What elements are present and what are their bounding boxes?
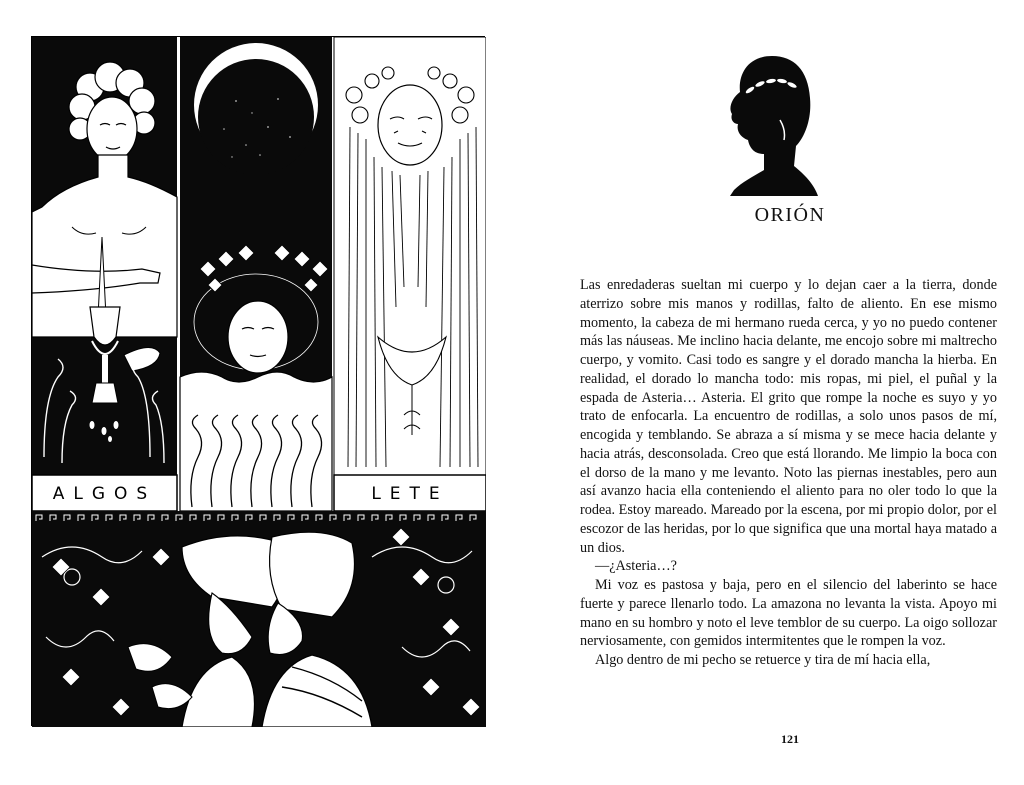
- body-text: [580, 276, 997, 670]
- illustration-artwork: [32, 37, 486, 727]
- lete-caption: LETE: [371, 484, 449, 504]
- paragraph: Algo dentro de mi pecho se retuerce y tira de mí hacia ella,: [595, 652, 931, 668]
- meander-border: [32, 511, 486, 525]
- embrace-panel: [32, 525, 486, 727]
- algos-panel: [32, 37, 177, 511]
- illustration-plate: [31, 36, 485, 726]
- orion-silhouette-icon: [720, 50, 824, 200]
- lete-panel: [334, 37, 486, 511]
- paragraph: Las enredaderas sueltan mi cuerpo y lo dejan caer a la tierra, donde aterrizo sobre mis manos y rodillas, falto de aliento. En ese mismo momento, la cabeza de mi hermano rueda cerca, y yo no puedo contener más las náuseas. Me inclino hacia delante, me encojo sobre mi maltrecho cuerpo, y vomito. Casi todo es sangre y el dorado mancha la hierba. En realidad, el dorado lo mancha todo: mis ropas, mi piel, el puñal y la espada de Asteria… Asteria. El grito que rompe la noche es suyo y yo trato de enfocarla. La encuentro de rodillas, a solo unos pasos de mí, encogida y temblando. Se abraza a sí misma y se mece hacia delante y hacia atrás, desconsolada. Creo que está llorando. Me limpio la boca con el dorso de la mano y me levanto. Noto las piernas inestables, pero aun así avanzo hacia ella conteniendo el aliento para no oler todo lo que la rodea. Estoy mareado. Mareado por la escena, por mi propio dolor, por el escozor de las heridas, por lo que significa que una mortal haya matado a un dios.: [580, 277, 997, 556]
- text-page: [540, 0, 1024, 785]
- page-number: 121: [781, 732, 799, 746]
- moon-panel: [180, 37, 332, 511]
- chapter-title: ORIÓN: [754, 204, 826, 226]
- paragraph: Mi voz es pastosa y baja, pero en el silencio del laberinto se hace fuerte y parece llenarlo todo. La amazona no levanta la vista. Apoyo mi mano en su hombro y noto el leve temblor de su cuerpo. La oigo sollozar nerviosamente, con gemidos intermitentes que le rompen la voz.: [580, 577, 997, 650]
- algos-caption: ALGOS: [52, 484, 157, 504]
- paragraph: —¿Asteria…?: [595, 558, 677, 575]
